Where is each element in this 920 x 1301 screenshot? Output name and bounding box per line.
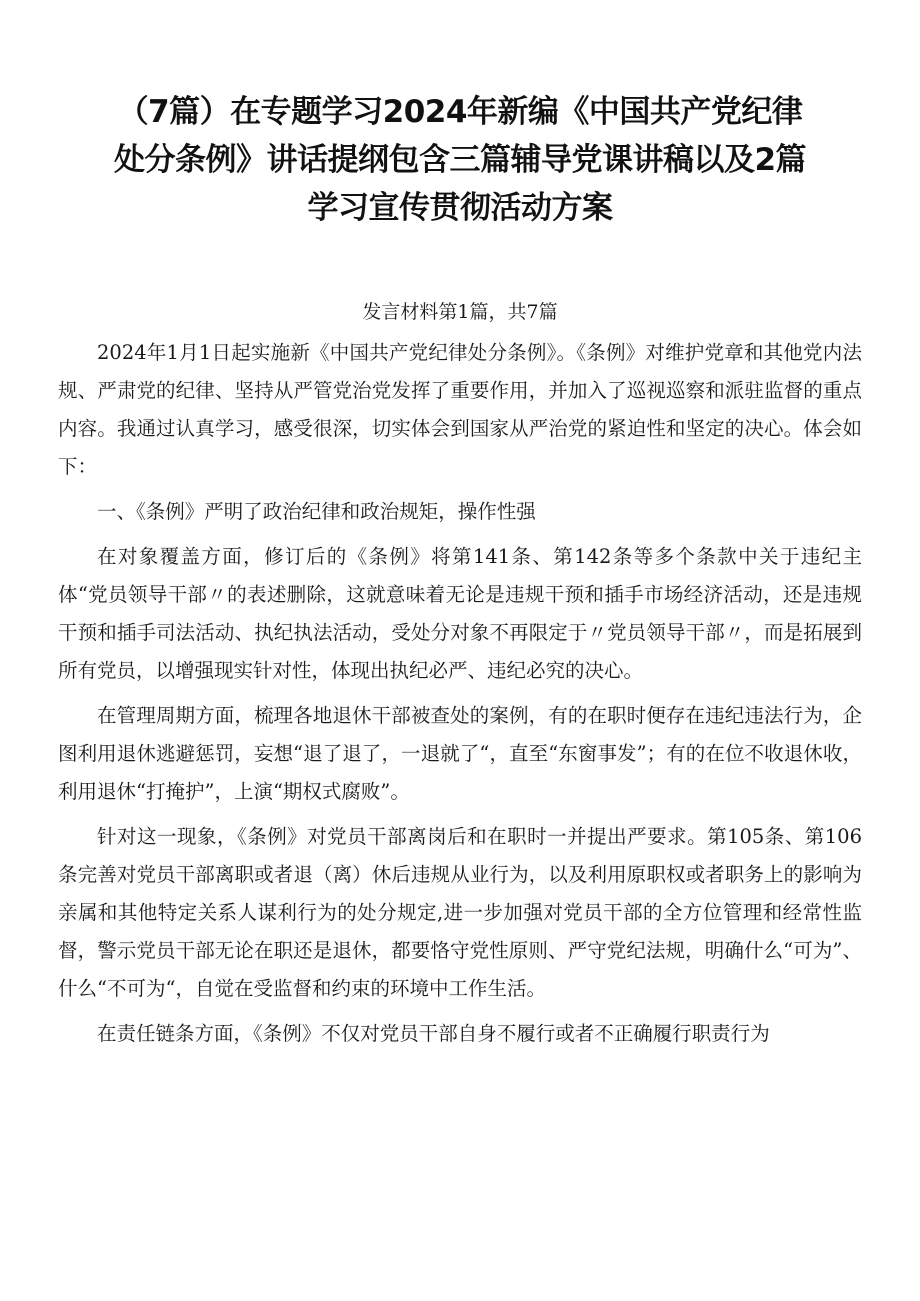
document-title: （7篇）在专题学习2024年新编《中国共产党纪律处分条例》讲话提纲包含三篇辅导党课讲稿以及2篇学习宣传贯彻活动方案: [113, 94, 807, 226]
paragraph-intro: 2024年1月1日起实施新《中国共产党纪律处分条例》。《条例》对维护党章和其他党内法规、严肃党的纪律、坚持从严管党治党发挥了重要作用，并加入了巡视巡察和派驻监督的重点内容。我通过认真学习，感受很深，切实体会到国家从严治党的紧迫性和坚定的决心。体会如下：: [58, 341, 862, 478]
section-heading-1: 一、《条例》严明了政治纪律和政治规矩，操作性强: [97, 500, 536, 523]
document-subtitle: 发言材料第1篇，共7篇: [362, 301, 558, 323]
paragraph-responsibility-chain: 在责任链条方面，《条例》不仅对党员干部自身不履行或者不正确履行职责行为: [97, 1022, 770, 1045]
paragraph-object-coverage: 在对象覆盖方面，修订后的《条例》将第141条、第142条等多个条款中关于违纪主体“党员领导干部〃的表述删除，这就意味着无论是违规干预和插手市场经济活动，还是违规干预和插手司法活动、执纪执法活动，受处分对象不再限定于〃党员领导干部〃，而是拓展到所有党员，以增强现实针对性，体现出执纪必严、违纪必究的决心。: [58, 545, 862, 682]
paragraph-requirements: 针对这一现象，《条例》对党员干部离岗后和在职时一并提出严要求。第105条、第106条完善对党员干部离职或者退（离）休后违规从业行为，以及利用原职权或者职务上的影响为亲属和其他特定关系人谋利行为的处分规定,进一步加强对党员干部的全方位管理和经常性监督，警示党员干部无论在职还是退休，都要恪守党性原则、严守党纪法规，明确什么“可为”、什么“不可为“，自觉在受监督和约束的环境中工作生活。: [58, 825, 862, 1000]
paragraph-management-cycle: 在管理周期方面，梳理各地退休干部被查处的案例，有的在职时便存在违纪违法行为，企图利用退休逃避惩罚，妄想“退了退了，一退就了“，直至“东窗事发”；有的在位不收退休收，利用退休“打掩护”，上演“期权式腐败”。: [58, 704, 862, 803]
